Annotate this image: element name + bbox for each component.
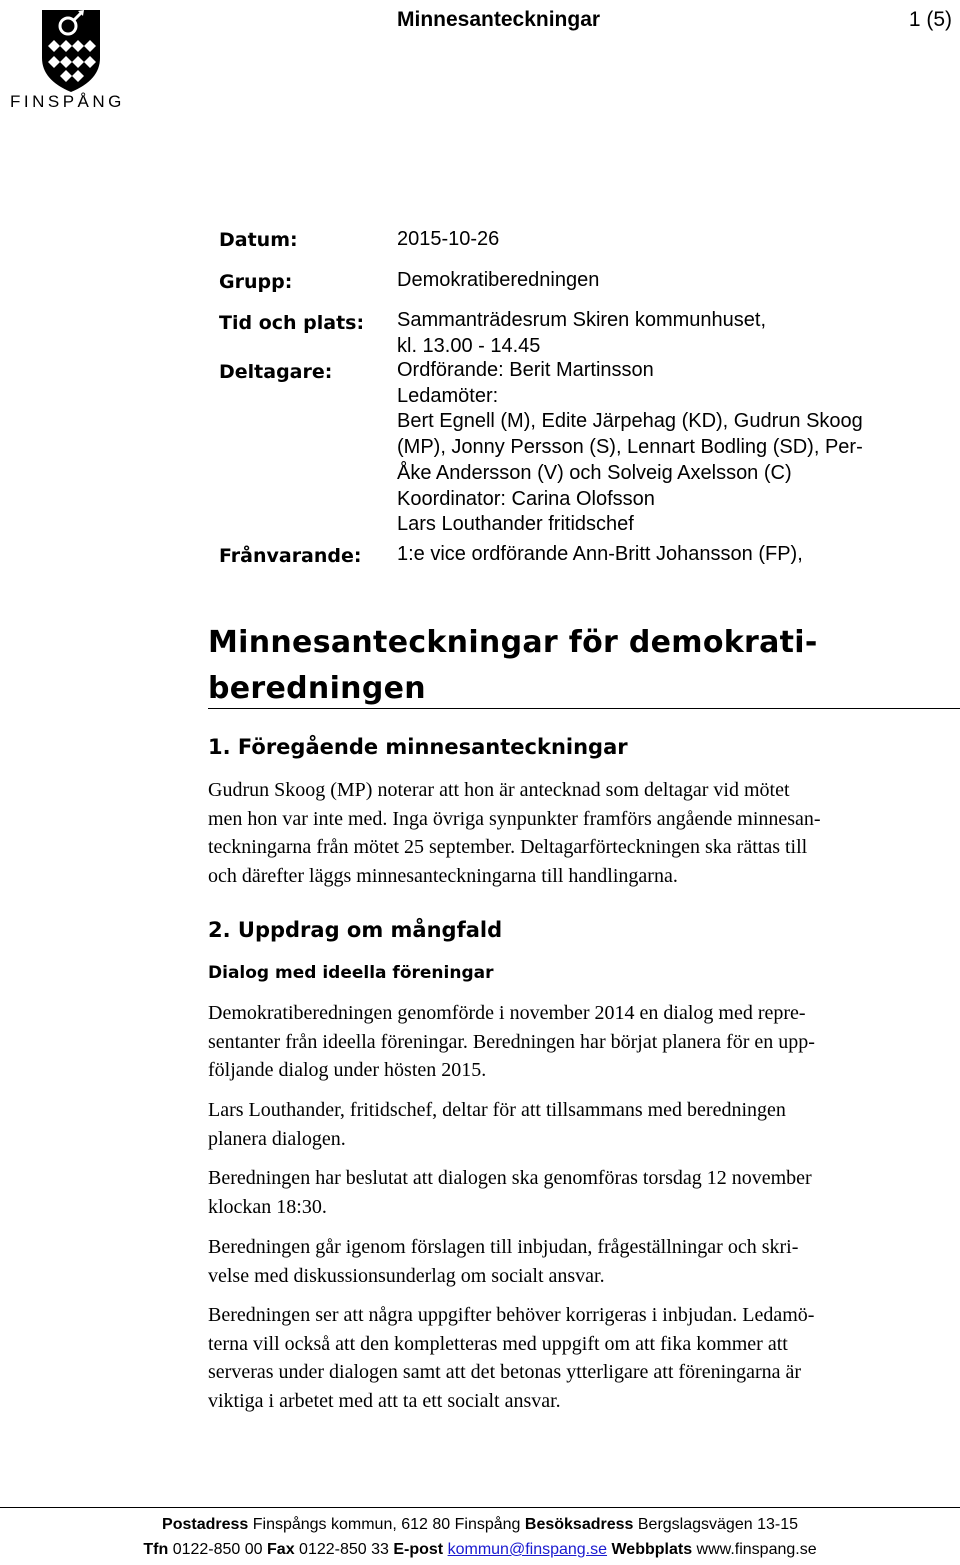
- paragraph: [208, 1233, 950, 1290]
- paragraph: [208, 776, 950, 890]
- paragraph-line: velse med diskussionsunderlag om socialt ansvar.: [208, 1264, 605, 1287]
- main-heading-line: beredningen: [208, 671, 426, 706]
- participants-line: Bert Egnell (M), Edite Järpehag (KD), Gudrun Skoog: [397, 410, 863, 433]
- date-label: Datum:: [219, 229, 298, 251]
- paragraph-line: Lars Louthander, fritidschef, deltar för att tillsammans med beredningen: [208, 1099, 786, 1121]
- phone-label: Tfn: [143, 1541, 169, 1558]
- heading-divider: [208, 708, 960, 709]
- fax-label: Fax: [267, 1541, 295, 1558]
- paragraph-line: Demokratiberedningen genomförde i november 2014 en dialog med repre-: [208, 1002, 806, 1024]
- participants-line: Koordinator: Carina Olofsson: [397, 487, 655, 510]
- main-heading: [208, 620, 948, 712]
- finspang-logo: [8, 6, 136, 114]
- participants-line: Ledamöter:: [397, 384, 499, 407]
- paragraph: [208, 999, 950, 1085]
- paragraph-line: viktiga i arbetet med att ta ett socialt ansvar.: [208, 1389, 561, 1412]
- website-value[interactable]: www.finspang.se: [696, 1541, 817, 1558]
- time-place-line: Sammanträdesrum Skiren kommunhuset,: [397, 309, 767, 331]
- section-subheading: Dialog med ideella föreningar: [208, 963, 494, 983]
- paragraph-line: klockan 18:30.: [208, 1195, 327, 1218]
- main-heading-line: Minnesanteckningar för demokrati-: [208, 625, 818, 660]
- fax-value: 0122-850 33: [299, 1541, 389, 1558]
- time-place-label: Tid och plats:: [219, 312, 365, 334]
- paragraph: [208, 1301, 950, 1415]
- email-link[interactable]: kommun@finspang.se: [447, 1541, 608, 1558]
- paragraph-line: teckningarna från mötet 25 september. Deltagarförteckningen ska rättas till: [208, 836, 808, 858]
- time-place-value: [397, 308, 766, 359]
- footer-contact-line: [0, 1541, 960, 1559]
- participants-line: Ordförande: Berit Martinsson: [397, 359, 654, 381]
- time-place-line: kl. 13.00 - 14.45: [397, 334, 541, 357]
- section-heading: 2. Uppdrag om mångfald: [208, 918, 503, 942]
- paragraph-line: terna vill också att den kompletteras med uppgift om att fika kommer att: [208, 1332, 788, 1355]
- footer-address-line: [0, 1516, 960, 1534]
- paragraph-line: Beredningen går igenom förslagen till inbjudan, frågeställningar och skri-: [208, 1236, 799, 1258]
- participants-list: [397, 358, 863, 538]
- absent-label: Frånvarande:: [219, 545, 362, 567]
- visit-address-label: Besöksadress: [524, 1516, 634, 1533]
- logo-wordmark: FINSPÅNG: [10, 92, 125, 111]
- paragraph: [208, 1096, 950, 1153]
- phone-value: 0122-850 00: [172, 1541, 263, 1558]
- visit-address-value: Bergslagsvägen 13-15: [637, 1516, 798, 1533]
- paragraph-line: Beredningen ser att några uppgifter behöver korrigeras i inbjudan. Ledamö-: [208, 1304, 815, 1326]
- group-label: Grupp:: [219, 271, 293, 293]
- postal-address-value: Finspångs kommun, 612 80 Finspång: [252, 1516, 521, 1533]
- absent-value: 1:e vice ordförande Ann-Britt Johansson (FP),: [397, 543, 803, 565]
- paragraph-line: följande dialog under hösten 2015.: [208, 1059, 487, 1081]
- group-value: Demokratiberedningen: [397, 269, 600, 291]
- paragraph-line: serveras under dialogen samt att det betonas ytterligare att föreningarna är: [208, 1361, 802, 1383]
- section-heading: 1. Föregående minnesanteckningar: [208, 735, 628, 759]
- paragraph-line: men hon var inte med. Inga övriga synpunkter framförs angående minnesan-: [208, 807, 821, 830]
- paragraph-line: Beredningen har beslutat att dialogen ska genomföras torsdag 12 november: [208, 1167, 812, 1189]
- date-value: 2015-10-26: [397, 228, 500, 250]
- participants-line: (MP), Jonny Persson (S), Lennart Bodling (SD), Per-: [397, 436, 863, 459]
- participants-line: Lars Louthander fritidschef: [397, 513, 634, 536]
- participants-label: Deltagare:: [219, 361, 333, 383]
- paragraph-line: och därefter läggs minnesanteckningarna till handlingarna.: [208, 864, 678, 887]
- paragraph: [208, 1164, 950, 1221]
- document-title: Minnesanteckningar: [397, 8, 601, 31]
- website-label: Webbplats: [611, 1541, 693, 1558]
- page-number: 1 (5): [908, 8, 952, 31]
- email-label: E-post: [393, 1541, 444, 1558]
- postal-address-label: Postadress: [162, 1516, 249, 1533]
- paragraph-line: sentanter från ideella föreningar. Beredningen har börjat planera för en upp-: [208, 1030, 815, 1053]
- paragraph-line: Gudrun Skoog (MP) noterar att hon är antecknad som deltagar vid mötet: [208, 779, 790, 801]
- paragraph-line: planera dialogen.: [208, 1127, 346, 1150]
- footer-divider: [0, 1507, 960, 1508]
- participants-line: Åke Andersson (V) och Solveig Axelsson (C): [397, 461, 792, 484]
